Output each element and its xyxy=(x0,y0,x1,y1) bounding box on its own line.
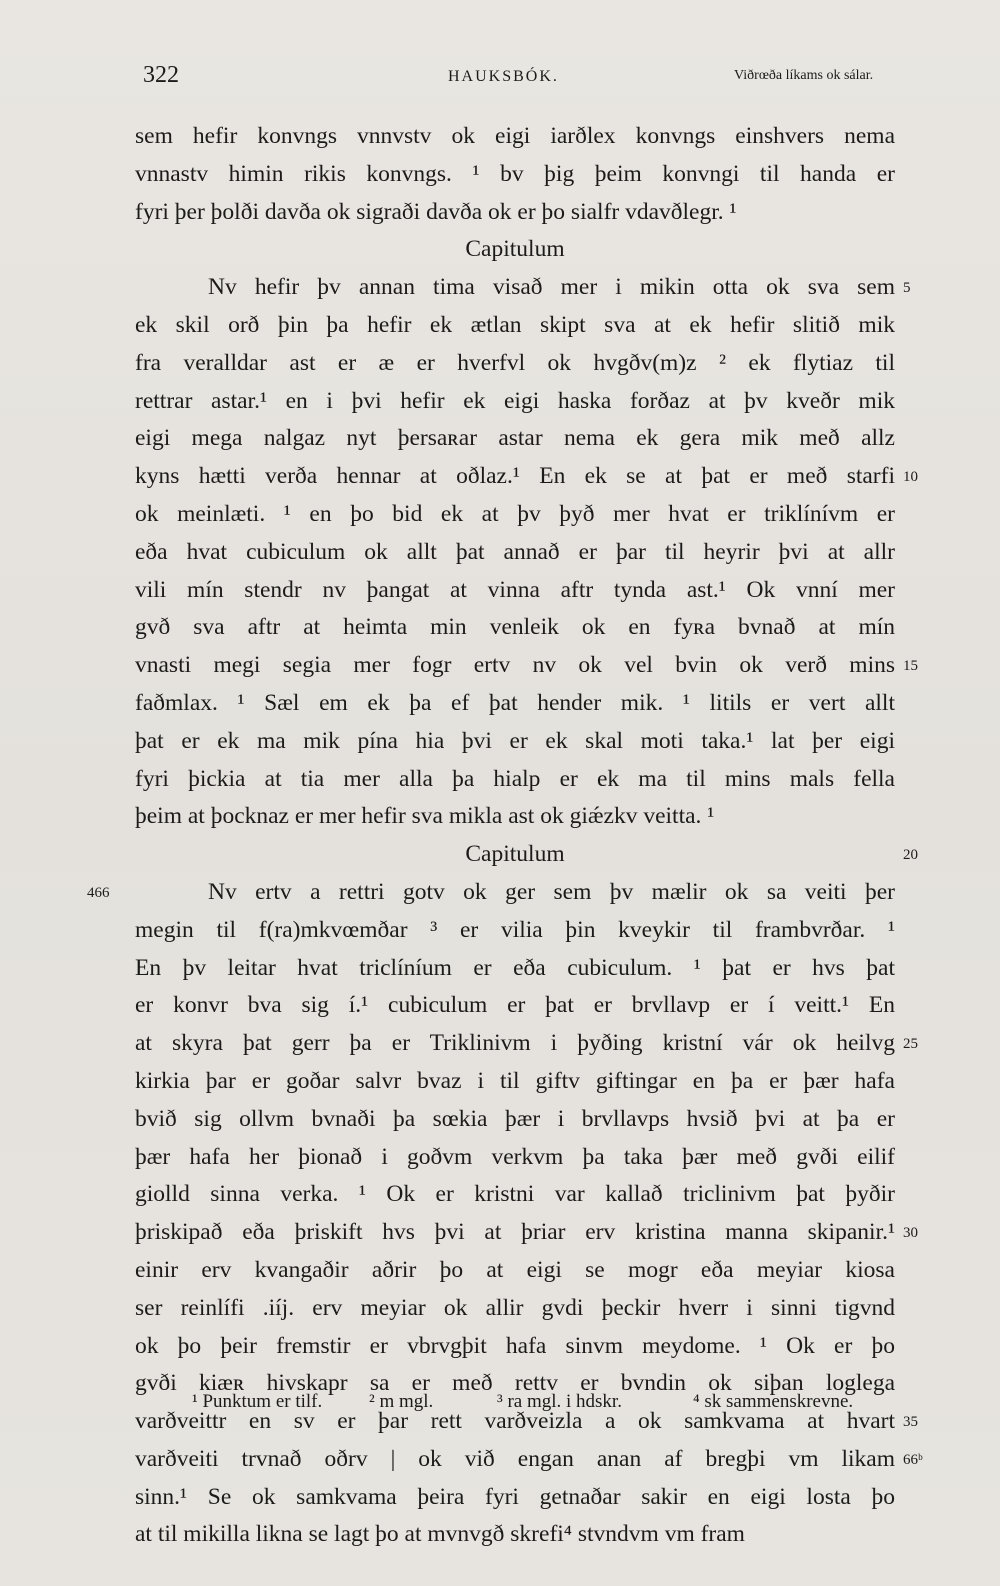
line-text: Nv ertv a rettri gotv ok ger sem þv mælir ok sa veiti þer xyxy=(208,878,895,905)
text-line xyxy=(135,458,918,496)
line-number: 66ᵇ xyxy=(903,1451,923,1468)
chapter-heading xyxy=(135,231,895,269)
line-text: þat er ek ma mik pína hia þvi er ek skal moti taka.¹ lat þer eigi xyxy=(135,727,895,754)
line-number: 5 xyxy=(903,280,911,297)
text-line xyxy=(135,723,895,761)
text-line xyxy=(135,798,895,836)
text-line xyxy=(135,912,895,950)
text-line xyxy=(135,1214,918,1252)
page-number: 322 xyxy=(143,62,179,88)
line-text: þriskipað eða þriskift hvs þvi at þriar erv kristina manna skipanir.¹ xyxy=(135,1219,895,1246)
text-line xyxy=(135,1516,895,1554)
line-text: sinn.¹ Se ok samkvama þeira fyri getnaðar sakir en eigi losta þo xyxy=(135,1483,895,1510)
text-line xyxy=(135,685,895,723)
text-line xyxy=(135,1328,895,1366)
text-line xyxy=(87,874,895,912)
line-text: ok meinlæti. ¹ en þo bid ek at þv þyð mer hvat er triklínívm er xyxy=(135,500,895,527)
line-text: varðveiti trvnað oðrv | ok við engan anan af bregþi vm likam xyxy=(135,1445,895,1472)
line-text: vnasti megi segia mer fogr ertv nv ok vel bvin ok verð mins xyxy=(135,652,895,679)
line-text: gvði kiæʀ hivskapr sa er með rettv er bvndin ok siþan loglega xyxy=(135,1370,895,1397)
line-text: sem hefir konvngs vnnvstv ok eigi iarðlex konvngs einshvers nema xyxy=(135,123,895,149)
line-text: Nv hefir þv annan tima visað mer i mikin otta ok sva sem xyxy=(208,274,895,301)
line-number: 15 xyxy=(903,658,918,675)
line-text: at til mikilla likna se lagt þo at mvnvgð skrefi⁴ stvndvm vm fram xyxy=(135,1521,745,1548)
text-line xyxy=(135,345,895,383)
text-line xyxy=(135,1139,895,1177)
line-text: rettrar astar.¹ en i þvi hefir ek eigi haska forðaz at þv kveðr mik xyxy=(135,387,895,414)
line-text: En þv leitar hvat triclíníum er eða cubiculum. ¹ þat er hvs þat xyxy=(135,954,895,981)
text-line xyxy=(135,1252,895,1290)
line-text: Capitulum xyxy=(465,236,565,263)
line-text: kirkia þar er goðar salvr bvaz i til giftv giftingar en þa er þær hafa xyxy=(135,1067,895,1094)
line-text: ok þo þeir fremstir er vbrvgþit hafa sinvm meydome. ¹ Ok er þo xyxy=(135,1332,895,1359)
text-line xyxy=(135,572,895,610)
footnote: ¹ Punktum er tilf. xyxy=(192,1391,323,1412)
text-line xyxy=(135,1479,895,1517)
line-text: ser reinlífi .iíj. erv meyiar ok allir gvdi þeckir hverr i sinni tigvnd xyxy=(135,1294,895,1321)
line-text: gvð sva aftr at heimta min venleik ok en fyʀa bvnað at mín xyxy=(135,614,895,641)
text-line xyxy=(135,269,911,307)
footnote: ² m mgl. xyxy=(369,1391,434,1412)
line-text: fyri þickia at tia mer alla þa hialp er ek ma til mins mals fella xyxy=(135,765,895,792)
line-text: þeim at þocknaz er mer hefir sva mikla ast ok giǽzkv veitta. ¹ xyxy=(135,803,715,830)
text-line xyxy=(135,496,895,534)
running-header xyxy=(0,62,1000,92)
text-line xyxy=(135,761,895,799)
line-text: ek skil orð þin þa hefir ek ætlan skipt sva at ek hefir slitið mik xyxy=(135,311,895,338)
text-line xyxy=(135,534,895,572)
line-text: vili mín stendr nv þangat at vinna aftr tynda ast.¹ Ok vnní mer xyxy=(135,576,895,603)
line-text: fyri þer þolði davða ok sigraði davða ok er þo sialfr vdavðlegr. ¹ xyxy=(135,198,737,225)
line-text: vnnastv himin rikis konvngs. ¹ bv þig þeim konvngi til handa er xyxy=(135,160,895,187)
text-line xyxy=(135,1063,895,1101)
text-line xyxy=(135,609,895,647)
footnote: ³ ra mgl. i hdskr. xyxy=(497,1391,622,1412)
chapter-heading xyxy=(135,836,918,874)
line-text: er konvr bva sig í.¹ cubiculum er þat er brvllavp er í veitt.¹ En xyxy=(135,992,895,1019)
text-line xyxy=(135,420,895,458)
text-line xyxy=(135,950,895,988)
line-text: megin til f(ra)mkvœmðar ³ er vilia þin kveykir til frambvrðar. ¹ xyxy=(135,916,895,943)
line-number: 35 xyxy=(903,1414,918,1431)
line-text: at skyra þat gerr þa er Triklinivm i þyðing kristní vár ok heilvg xyxy=(135,1030,895,1057)
line-text: giolld sinna verka. ¹ Ok er kristni var kallað triclinivm þat þyðir xyxy=(135,1181,895,1208)
line-text: þær hafa her þionað i goðvm verkvm þa taka þær með gvði eilif xyxy=(135,1143,895,1170)
manuscript-page-number: 466 xyxy=(87,884,110,901)
line-text: varðveittr en sv er þar rett varðveizla a ok samkvama at hvart xyxy=(135,1408,895,1435)
line-number: 10 xyxy=(903,469,918,486)
text-line xyxy=(135,647,918,685)
line-text: bvið sig ollvm bvnaði þa sœkia þær i brvllavps hvsið þvi at þa er xyxy=(135,1105,895,1132)
text-line xyxy=(135,1441,923,1479)
text-line xyxy=(135,1176,895,1214)
text-line xyxy=(135,156,895,194)
footnote: ⁴ sk sammenskrevne. xyxy=(693,1391,854,1412)
line-text: faðmlax. ¹ Sæl em ek þa ef þat hender mik. ¹ litils er vert allt xyxy=(135,689,895,716)
text-line xyxy=(135,118,895,156)
line-text: eða hvat cubiculum ok allt þat annað er þar til heyrir þvi at allr xyxy=(135,538,895,565)
text-line xyxy=(135,1025,918,1063)
main-text xyxy=(87,118,923,1554)
text-line xyxy=(135,383,895,421)
text-line xyxy=(135,1101,895,1139)
line-text: eigi mega nalgaz nyt þersaʀar astar nema ek gera mik með allz xyxy=(135,425,895,452)
line-text: Capitulum xyxy=(465,841,565,868)
text-line xyxy=(135,194,895,232)
line-number: 30 xyxy=(903,1225,918,1242)
text-line xyxy=(135,307,895,345)
line-text: fra veralldar ast er æ er hverfvl ok hvgðv(m)z ² ek flytiaz til xyxy=(135,349,895,376)
text-line xyxy=(135,1290,895,1328)
line-number: 20 xyxy=(903,847,918,864)
text-line xyxy=(135,987,895,1025)
line-number: 25 xyxy=(903,1036,918,1053)
running-title: HAUKSBÓK. xyxy=(448,68,559,85)
footnotes xyxy=(135,1385,895,1419)
line-text: einir erv kvangaðir aðrir þo at eigi se mogr eða meyiar kiosa xyxy=(135,1256,895,1283)
line-text: kyns hætti verða hennar at oðlaz.¹ En ek se at þat er með starfi xyxy=(135,463,895,490)
section-title: Viðrœða líkams ok sálar. xyxy=(734,68,874,83)
